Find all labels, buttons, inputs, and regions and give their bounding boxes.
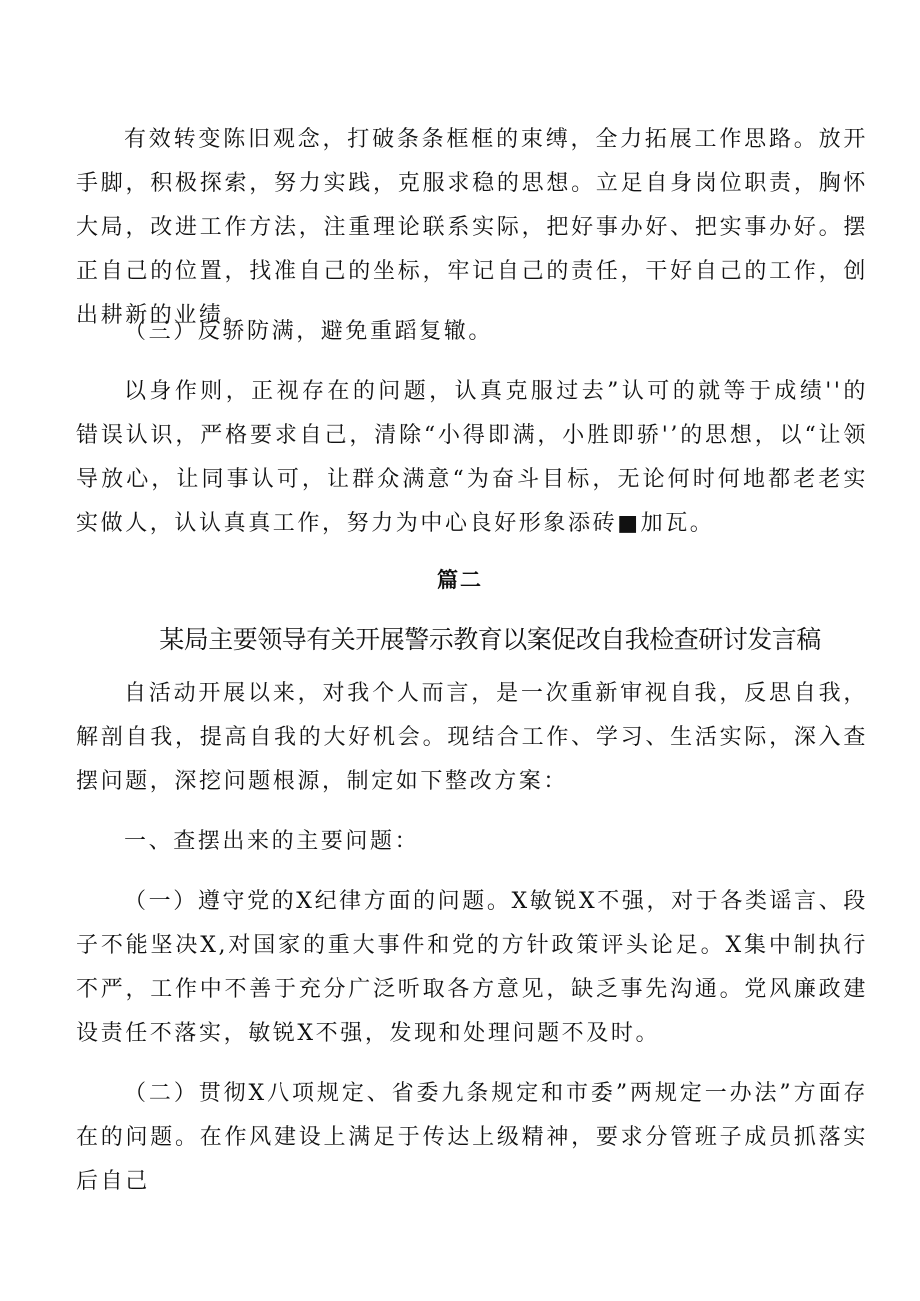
paragraph-problems-heading: 一、查摆出来的主要问题： [124, 829, 420, 854]
paragraph-self-discipline: 以身作则，正视存在的问题，认真克服过去”认可的就等于成绩''的错误认识，严格要求自己，清除“小得即满，小胜即骄'’的思想，以“让领导放心，让同事认可，让群众满意“为奋斗目标，无论何时何地都老老实实做人，认认真真工作，努力为中心良好形象添砖■加瓦。 [76, 379, 868, 536]
paragraph-problem-two: （二）贯彻X八项规定、省委九条规定和市委”两规定一办法”方面存在的问题。在作风建设上满足于传达上级精神，要求分管班子成员抓落实后自己 [76, 1081, 868, 1194]
section-label: 篇二 [437, 568, 483, 592]
paragraph-introduction: 自活动开展以来，对我个人而言，是一次重新审视自我，反思自我，解剖自我，提高自我的大好机会。现结合工作、学习、生活实际，深入查摆问题，深挖问题根源，制定如下整改方案： [76, 681, 868, 794]
document-title: 某局主要领导有关开展警示教育以案促改自我检查研讨发言稿 [159, 625, 821, 654]
paragraph-subheading-three: （三）反骄防满，避免重蹈复辙。 [124, 319, 494, 344]
paragraph-problem-one: （一）遵守党的X纪律方面的问题。X敏锐X不强，对于各类谣言、段子不能坚决X,对国家的重大事件和党的方针政策评头论足。X集中制执行不严，工作中不善于充分广泛听取各方意见，缺乏事先沟通。党风廉政建设责任不落实，敏锐X不强，发现和处理问题不及时。 [76, 889, 868, 1046]
paragraph-work-thinking: 有效转变陈旧观念，打破条条框框的束缚，全力拓展工作思路。放开手脚，积极探索，努力实践，克服求稳的思想。立足自身岗位职责，胸怀大局，改进工作方法，注重理论联系实际，把好事办好、把实事办好。摆正自己的位置，找准自己的坐标，牢记自己的责任，干好自己的工作，创出耕新的业绩。 [76, 127, 868, 328]
